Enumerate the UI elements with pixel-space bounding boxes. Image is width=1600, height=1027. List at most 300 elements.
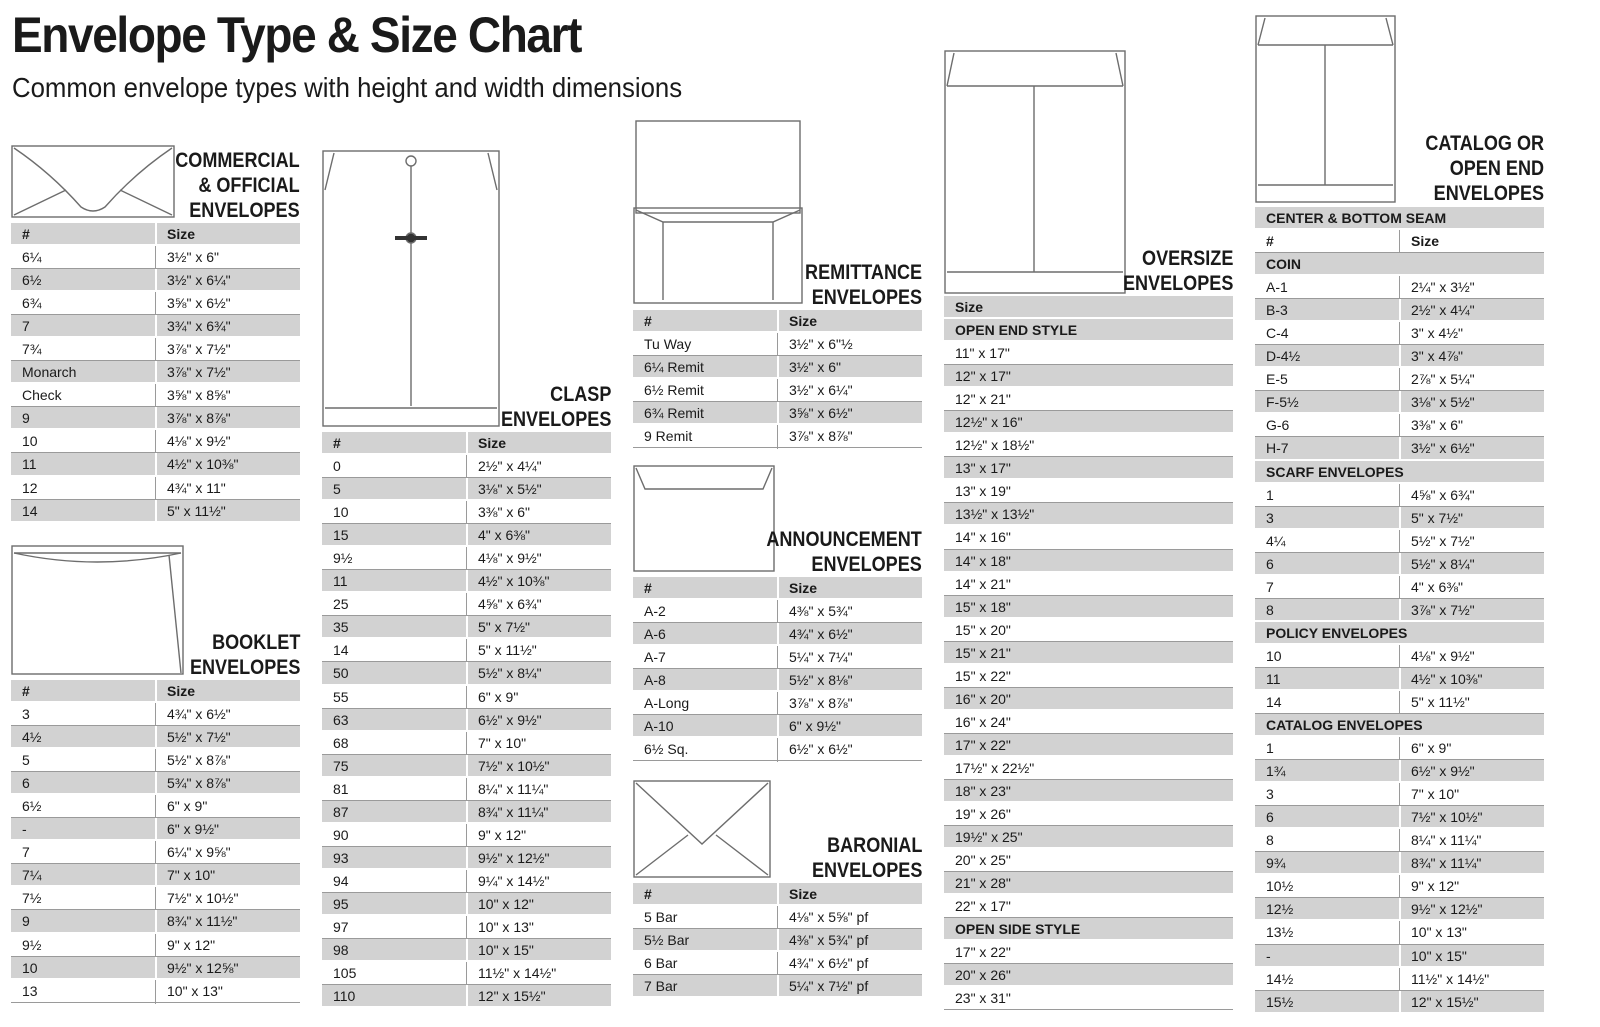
table-row: [1255, 852, 1544, 875]
table-row: [11, 246, 300, 269]
size-cell: 9½" x 12½": [1411, 901, 1483, 918]
table-row: [11, 795, 300, 818]
table-row: [944, 342, 1233, 365]
clasp-size-table: [322, 432, 611, 1008]
number-cell: 4¼: [1266, 532, 1286, 549]
table-row: [633, 715, 922, 738]
size-cell: 23" x 31": [955, 990, 1011, 1007]
size-cell: 3" x 4⅞": [1411, 348, 1463, 365]
number-cell: 9: [22, 913, 30, 930]
table-row: [944, 480, 1233, 503]
table-row: [1255, 991, 1544, 1014]
table-row: [633, 623, 922, 646]
table-row: [1255, 829, 1544, 852]
table-row: [1255, 299, 1544, 322]
table-row: [1255, 276, 1544, 299]
column-divider: [155, 795, 156, 819]
size-cell: 3½" x 6½": [1411, 440, 1475, 457]
table-row: [11, 818, 300, 841]
baronial-envelope-icon: [633, 780, 771, 878]
number-cell: F-5½: [1266, 394, 1299, 411]
number-cell: 15: [333, 527, 349, 544]
table-row: [322, 755, 611, 778]
column-divider: [466, 962, 467, 986]
number-cell: 9: [22, 410, 30, 427]
table-row: [11, 703, 300, 726]
column-divider: [777, 906, 778, 930]
number-cell: 9 Remit: [644, 428, 693, 445]
table-row: [1255, 553, 1544, 576]
size-cell: 3½" x 6¼": [789, 382, 853, 399]
column-divider: [466, 501, 467, 525]
size-cell: 13½" x 13½": [955, 506, 1035, 523]
number-cell: 6: [1266, 809, 1274, 826]
group-label-row: [1255, 253, 1544, 276]
column-divider: [1399, 322, 1400, 346]
size-cell: 10" x 13": [1411, 924, 1467, 941]
size-cell: 17" x 22": [955, 944, 1011, 961]
size-cell: 9¼" x 14½": [478, 872, 550, 889]
number-cell: A-1: [1266, 279, 1288, 296]
number-cell: 11: [333, 573, 348, 590]
group-label: SCARF ENVELOPES: [1266, 463, 1404, 480]
number-cell: 6¼ Remit: [644, 359, 704, 376]
column-divider: [466, 778, 467, 802]
table-row: [944, 457, 1233, 480]
table-row: [322, 801, 611, 824]
number-cell: 10: [333, 504, 349, 521]
number-cell: 75: [333, 757, 349, 774]
commercial-heading: COMMERCIAL & OFFICIAL ENVELOPES: [175, 149, 300, 222]
size-cell: 13" x 19": [955, 483, 1011, 500]
number-cell: #: [644, 313, 652, 329]
table-row: [322, 570, 611, 593]
column-divider: [466, 985, 468, 1008]
size-cell: 15" x 20": [955, 621, 1011, 638]
size-cell: 3⅞" x 7½": [1411, 601, 1475, 618]
size-cell: 13" x 17": [955, 460, 1011, 477]
number-cell: 50: [333, 665, 349, 682]
table-row: [944, 895, 1233, 918]
number-cell: 5 Bar: [644, 909, 678, 926]
column-divider: [777, 310, 779, 333]
number-cell: A-6: [644, 626, 666, 643]
table-row: [322, 501, 611, 524]
table-header-row: [944, 296, 1233, 319]
column-divider: [466, 570, 468, 593]
number-cell: 6¾ Remit: [644, 405, 704, 422]
table-row: [1255, 576, 1544, 599]
size-cell: 10" x 13": [167, 982, 223, 999]
size-cell: 3¾" x 6¾": [167, 318, 231, 335]
size-cell: 5½" x 8⅛": [789, 672, 853, 689]
size-cell: 7" x 10": [478, 734, 527, 751]
column-divider: [1399, 391, 1401, 414]
size-cell: 19" x 26": [955, 806, 1011, 823]
column-divider: [466, 847, 468, 870]
table-row: [1255, 783, 1544, 806]
table-row: [944, 388, 1233, 411]
table-row: [322, 916, 611, 939]
size-cell: 3⅝" x 8⅝": [167, 387, 231, 404]
number-cell: 11: [1266, 670, 1281, 687]
size-cell: 12" x 15½": [478, 988, 546, 1005]
table-row: [11, 772, 300, 795]
size-cell: 10" x 12": [478, 895, 534, 912]
table-row: [633, 692, 922, 715]
commercial-envelope-icon: [11, 145, 175, 218]
number-cell: D-4½: [1266, 348, 1301, 365]
size-cell: 12" x 17": [955, 368, 1011, 385]
column-divider: [155, 246, 156, 270]
size-cell: 5" x 11½": [167, 502, 226, 519]
size-cell: 14" x 21": [955, 575, 1011, 592]
number-cell: 6½: [22, 798, 42, 815]
table-row: [11, 726, 300, 749]
column-divider: [466, 524, 468, 547]
size-cell: 3½" x 6"½: [789, 336, 853, 353]
table-row: [322, 824, 611, 847]
number-cell: 5: [333, 481, 341, 498]
table-row: [11, 980, 300, 1003]
number-cell: B-3: [1266, 302, 1288, 319]
table-row: [944, 711, 1233, 734]
catalog-envelope-icon: [1255, 15, 1396, 203]
size-cell: 7" x 10": [1411, 786, 1460, 803]
size-cell: 3⅞" x 7½": [167, 364, 231, 381]
number-cell: 6 Bar: [644, 955, 678, 972]
size-cell: 8¾" x 11¼": [1411, 855, 1482, 872]
table-row: [1255, 322, 1544, 345]
size-cell: 3⅝" x 6½": [167, 295, 231, 312]
table-row: [633, 333, 922, 356]
number-cell: 97: [333, 918, 349, 935]
column-divider: [777, 333, 778, 357]
column-divider: [777, 623, 779, 646]
table-row: [944, 826, 1233, 849]
column-divider: [1399, 530, 1400, 554]
size-cell: 5¼" x 7½" pf: [789, 978, 869, 995]
column-divider: [1399, 414, 1400, 438]
column-divider: [155, 338, 156, 362]
column-divider: [155, 223, 157, 246]
column-divider: [466, 939, 468, 962]
table-row: [633, 906, 922, 929]
size-cell: 3½" x 6¼": [167, 272, 231, 289]
table-row: [1255, 898, 1544, 921]
table-row: [322, 639, 611, 662]
column-divider: [1399, 276, 1400, 300]
group-label-row: [1255, 714, 1544, 737]
table-row: [11, 957, 300, 980]
number-cell: #: [22, 226, 30, 242]
table-row: [1255, 645, 1544, 668]
table-row: [11, 292, 300, 315]
oversize-heading: OVERSIZE ENVELOPES: [1122, 247, 1233, 295]
number-cell: Tu Way: [644, 336, 692, 353]
number-cell: 8: [1266, 832, 1274, 849]
column-divider: [1399, 299, 1401, 322]
size-cell: 11½" x 14½": [1411, 970, 1490, 987]
number-cell: A-10: [644, 718, 674, 735]
table-row: [322, 732, 611, 755]
size-cell: 3⅞" x 8⅞": [789, 428, 853, 445]
table-row: [944, 757, 1233, 780]
number-cell: Check: [22, 387, 62, 404]
column-divider: [155, 477, 156, 501]
size-cell: 10" x 15": [1411, 947, 1467, 964]
column-divider: [1399, 437, 1401, 460]
table-row: [11, 887, 300, 910]
column-divider: [1399, 368, 1400, 392]
number-cell: 7: [1266, 578, 1274, 595]
table-row: [633, 929, 922, 952]
column-divider: [777, 952, 778, 976]
table-row: [1255, 391, 1544, 414]
column-divider: [1399, 230, 1400, 254]
column-divider: [777, 402, 779, 425]
column-divider: [777, 379, 778, 403]
size-cell: 20" x 26": [955, 967, 1011, 984]
size-cell: 4¾" x 6½" pf: [789, 955, 869, 972]
column-divider: [777, 738, 778, 762]
column-divider: [1399, 945, 1401, 968]
column-divider: [155, 430, 156, 454]
column-divider: [466, 478, 468, 501]
size-cell: 9½" x 12½": [478, 849, 550, 866]
number-cell: 14½: [1266, 970, 1294, 987]
column-divider: [466, 662, 468, 685]
column-divider: [466, 916, 467, 940]
table-row: [633, 952, 922, 975]
group-label: POLICY ENVELOPES: [1266, 624, 1408, 641]
number-cell: 6: [1266, 555, 1274, 572]
size-cell: 4⅛" x 9½": [167, 433, 231, 450]
table-row: [944, 434, 1233, 457]
number-cell: 6¾: [22, 295, 42, 312]
number-cell: 9½: [22, 936, 42, 953]
column-divider: [1399, 553, 1401, 576]
table-row: [1255, 968, 1544, 991]
column-divider: [777, 646, 778, 670]
table-row: [322, 616, 611, 639]
size-cell: 4⅜" x 5¾": [789, 603, 853, 620]
size-cell: 5½" x 7½": [1411, 532, 1475, 549]
table-row: [1255, 507, 1544, 530]
size-cell: 2⅞" x 5¼": [1411, 371, 1475, 388]
table-row: [944, 526, 1233, 549]
table-row: [944, 665, 1233, 688]
number-cell: 8: [1266, 601, 1274, 618]
size-cell: 7" x 10": [167, 867, 216, 884]
column-divider: [466, 547, 467, 571]
table-row: [11, 430, 300, 453]
column-divider: [155, 910, 157, 933]
size-cell: 4¾" x 11": [167, 479, 226, 496]
number-cell: #: [22, 683, 30, 699]
size-cell: 8¼" x 11¼": [478, 780, 549, 797]
column-divider: [155, 841, 156, 865]
table-row: [1255, 530, 1544, 553]
table-row: [944, 849, 1233, 872]
size-cell: 8¼" x 11¼": [1411, 832, 1482, 849]
size-cell: 12½" x 16": [955, 414, 1023, 431]
size-cell: 3" x 4½": [1411, 325, 1463, 342]
number-cell: 7½: [22, 890, 42, 907]
table-header-row: [11, 680, 300, 703]
size-cell: 6¼" x 9⅝": [167, 844, 231, 861]
size-cell: 3⅞" x 8⅞": [789, 695, 853, 712]
number-cell: 9¾: [1266, 855, 1286, 872]
table-row: [633, 975, 922, 998]
number-cell: C-4: [1266, 325, 1289, 342]
number-cell: 55: [333, 688, 349, 705]
size-cell: Size: [167, 683, 196, 699]
size-cell: 4½" x 10⅜": [167, 456, 239, 473]
size-cell: 6" x 9": [1411, 740, 1452, 757]
table-row: [944, 734, 1233, 757]
number-cell: 105: [333, 965, 357, 982]
size-cell: 5¾" x 8⅞": [167, 775, 231, 792]
number-cell: 95: [333, 895, 349, 912]
column-divider: [155, 269, 157, 292]
column-divider: [1399, 829, 1400, 853]
number-cell: A-7: [644, 649, 666, 666]
size-cell: 3½" x 6": [789, 359, 841, 376]
size-cell: 3½" x 6": [167, 249, 219, 266]
size-cell: 4⅝" x 6¾": [478, 596, 542, 613]
size-cell: 7½" x 10½": [167, 890, 239, 907]
number-cell: 1: [1266, 740, 1274, 757]
number-cell: 10: [22, 433, 38, 450]
number-cell: 7: [22, 318, 30, 335]
number-cell: 7 Bar: [644, 978, 678, 995]
group-label: CATALOG ENVELOPES: [1266, 717, 1423, 734]
number-cell: 10½: [1266, 878, 1294, 895]
remittance-envelope-icon: [633, 120, 803, 305]
size-cell: 18" x 23": [955, 782, 1011, 799]
table-row: [1255, 484, 1544, 507]
number-cell: Size: [955, 299, 984, 315]
table-row: [944, 688, 1233, 711]
size-cell: 3⅜" x 6": [1411, 417, 1463, 434]
table-row: [633, 669, 922, 692]
column-divider: [1399, 484, 1400, 508]
size-cell: 17½" x 22½": [955, 759, 1035, 776]
number-cell: #: [1266, 233, 1274, 250]
size-cell: 4" x 6⅜": [1411, 578, 1463, 595]
table-header-row: [11, 223, 300, 246]
table-row: [322, 524, 611, 547]
column-divider: [1399, 507, 1401, 530]
clasp-envelope-icon: [322, 150, 500, 428]
size-cell: 4½" x 10⅜": [1411, 670, 1483, 687]
table-row: [1255, 599, 1544, 622]
size-cell: 3⅝" x 6½": [789, 405, 853, 422]
table-row: [11, 384, 300, 407]
table-row: [11, 269, 300, 292]
number-cell: 13½: [1266, 924, 1294, 941]
booklet-heading: BOOKLET ENVELOPES: [189, 631, 300, 679]
size-cell: 3⅜" x 6": [478, 504, 530, 521]
size-cell: 4⅛" x 9½": [478, 550, 542, 567]
size-cell: 15" x 21": [955, 644, 1011, 661]
size-cell: Size: [789, 313, 818, 329]
number-cell: 7: [22, 844, 30, 861]
table-row: [944, 503, 1233, 526]
table-row: [322, 893, 611, 916]
column-divider: [777, 425, 778, 449]
column-divider: [777, 577, 779, 600]
column-divider: [155, 453, 157, 476]
number-cell: 14: [22, 502, 38, 519]
table-row: [322, 847, 611, 870]
number-cell: 11: [22, 456, 37, 473]
table-row: [944, 941, 1233, 964]
table-row: [322, 962, 611, 985]
number-cell: #: [644, 886, 652, 902]
column-divider: [1399, 806, 1401, 829]
table-row: [322, 455, 611, 478]
announcement-size-table: [633, 577, 922, 761]
number-cell: 12: [22, 479, 38, 496]
announcement-heading: ANNOUNCEMENT ENVELOPES: [766, 528, 922, 576]
table-row: [1255, 668, 1544, 691]
column-divider: [1399, 737, 1400, 761]
size-cell: 5½" x 7½": [167, 729, 231, 746]
table-top-label-row: [1255, 207, 1544, 230]
table-row: [322, 778, 611, 801]
table-header-row: [633, 577, 922, 600]
top-label: CENTER & BOTTOM SEAM: [1266, 210, 1447, 226]
column-divider: [466, 870, 467, 894]
column-divider: [466, 709, 468, 732]
table-row: [1255, 345, 1544, 368]
table-row: [11, 841, 300, 864]
table-row: [1255, 414, 1544, 437]
number-cell: G-6: [1266, 417, 1290, 434]
column-divider: [155, 864, 157, 887]
number-cell: 1: [1266, 486, 1274, 503]
size-cell: Size: [478, 435, 507, 451]
column-divider: [1399, 783, 1400, 807]
size-cell: 10" x 13": [478, 918, 534, 935]
table-row: [322, 686, 611, 709]
number-cell: 81: [333, 780, 349, 797]
table-row: [322, 547, 611, 570]
size-cell: 5" x 11½": [478, 642, 537, 659]
number-cell: 10: [1266, 647, 1282, 664]
size-cell: 5½" x 8¼": [1411, 555, 1475, 572]
table-row: [633, 425, 922, 448]
number-cell: A-Long: [644, 695, 690, 712]
size-cell: 9" x 12": [167, 936, 216, 953]
column-divider: [155, 703, 156, 727]
size-cell: 3⅞" x 8⅞": [167, 410, 231, 427]
column-divider: [155, 726, 157, 749]
column-divider: [155, 500, 157, 523]
size-cell: 5½" x 8⅞": [167, 752, 231, 769]
number-cell: 15½: [1266, 993, 1294, 1010]
table-row: [322, 870, 611, 893]
size-cell: 17" x 22": [955, 736, 1011, 753]
number-cell: 87: [333, 803, 349, 820]
table-header-row: [1255, 230, 1544, 253]
table-row: [944, 619, 1233, 642]
column-divider: [777, 929, 779, 952]
size-cell: Size: [167, 226, 196, 242]
group-label-row: [1255, 461, 1544, 484]
